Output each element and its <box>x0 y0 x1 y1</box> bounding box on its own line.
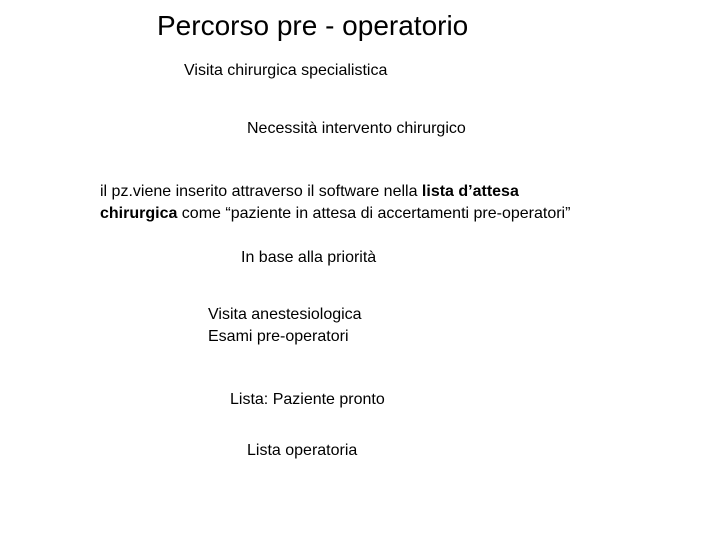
step-visita-chirurgica: Visita chirurgica specialistica <box>184 62 388 79</box>
step-inserimento-text-1: il pz.viene inserito attraverso il software nella <box>100 183 422 200</box>
step-inserimento-text-2: come “paziente in attesa di accertamenti pre-operatori” <box>177 205 571 222</box>
step-inserimento-lista <box>100 181 590 225</box>
step-visita-anestesiologica: Visita anestesiologica <box>208 306 362 323</box>
step-paziente-pronto: Lista: Paziente pronto <box>230 391 385 408</box>
slide-title: Percorso pre - operatorio <box>157 10 469 41</box>
step-inserimento-bold: lista d’attesa chirurgica <box>100 183 519 222</box>
step-accertamenti <box>208 304 362 348</box>
step-lista-operatoria: Lista operatoria <box>247 442 358 459</box>
step-priorita: In base alla priorità <box>241 249 377 266</box>
step-esami-preoperatori: Esami pre-operatori <box>208 328 349 345</box>
step-necessita-intervento: Necessità intervento chirurgico <box>247 120 466 137</box>
